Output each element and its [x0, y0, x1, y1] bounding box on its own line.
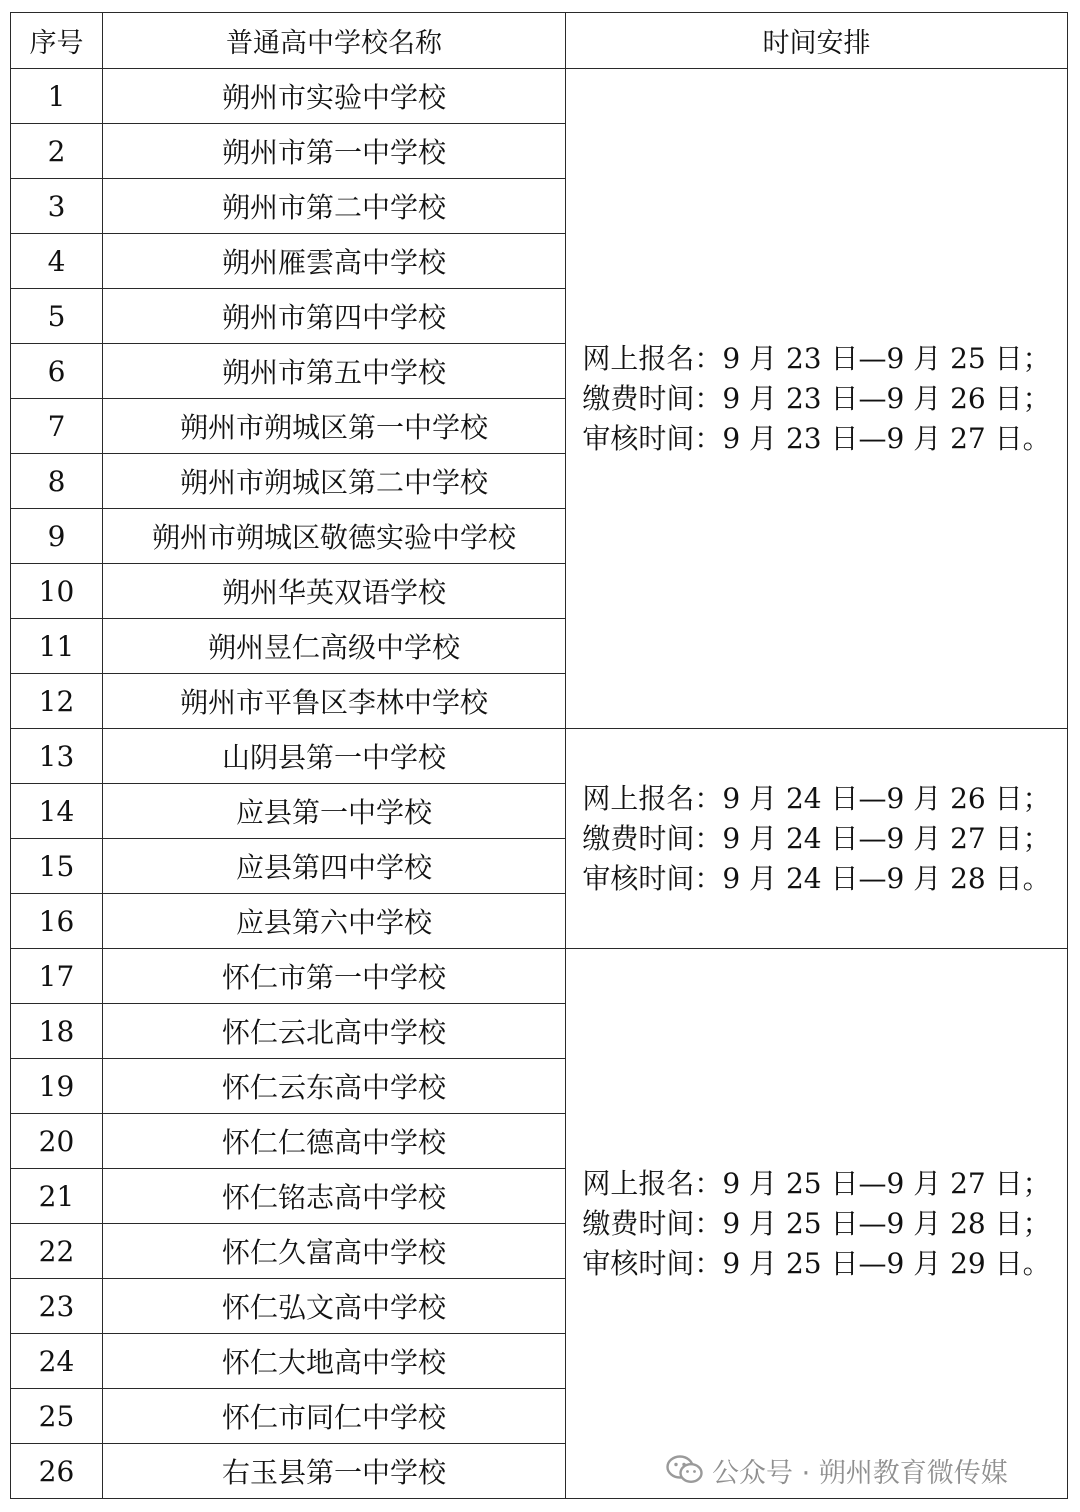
row-index: 22 — [11, 1224, 103, 1279]
schedule-cell-group-2 — [566, 729, 1068, 949]
row-index: 12 — [11, 674, 103, 729]
school-name: 朔州市实验中学校 — [103, 69, 566, 124]
table-row — [11, 729, 1068, 784]
row-index: 10 — [11, 564, 103, 619]
school-name: 朔州市平鲁区李林中学校 — [103, 674, 566, 729]
row-index: 14 — [11, 784, 103, 839]
row-index: 19 — [11, 1059, 103, 1114]
row-index: 23 — [11, 1279, 103, 1334]
header-schedule: 时间安排 — [566, 13, 1068, 69]
table-header-row — [11, 13, 1068, 69]
school-name: 朔州市朔城区第一中学校 — [103, 399, 566, 454]
school-name: 怀仁云北高中学校 — [103, 1004, 566, 1059]
schedule-cell-group-3 — [566, 949, 1068, 1499]
schedule-registration: 网上报名：9 月 25 日—9 月 27 日； — [582, 1166, 1051, 1200]
schedule-review: 审核时间：9 月 25 日—9 月 29 日。 — [582, 1246, 1051, 1280]
school-name: 怀仁市同仁中学校 — [103, 1389, 566, 1444]
row-index: 20 — [11, 1114, 103, 1169]
school-name: 怀仁市第一中学校 — [103, 949, 566, 1004]
school-name: 怀仁仁德高中学校 — [103, 1114, 566, 1169]
school-name: 朔州市第五中学校 — [103, 344, 566, 399]
school-name: 应县第六中学校 — [103, 894, 566, 949]
row-index: 4 — [11, 234, 103, 289]
school-schedule-table — [10, 12, 1068, 1499]
table-row — [11, 69, 1068, 124]
row-index: 21 — [11, 1169, 103, 1224]
row-index: 17 — [11, 949, 103, 1004]
school-name: 山阴县第一中学校 — [103, 729, 566, 784]
schedule-registration: 网上报名：9 月 24 日—9 月 26 日； — [582, 781, 1051, 815]
school-name: 怀仁弘文高中学校 — [103, 1279, 566, 1334]
table-row — [11, 949, 1068, 1004]
row-index: 25 — [11, 1389, 103, 1444]
school-name: 朔州市第四中学校 — [103, 289, 566, 344]
school-name: 朔州市朔城区敬德实验中学校 — [103, 509, 566, 564]
row-index: 6 — [11, 344, 103, 399]
row-index: 8 — [11, 454, 103, 509]
school-name: 怀仁久富高中学校 — [103, 1224, 566, 1279]
school-name: 右玉县第一中学校 — [103, 1444, 566, 1499]
school-name: 朔州雁雲高中学校 — [103, 234, 566, 289]
row-index: 9 — [11, 509, 103, 564]
row-index: 26 — [11, 1444, 103, 1499]
schedule-review: 审核时间：9 月 24 日—9 月 28 日。 — [582, 861, 1051, 895]
row-index: 24 — [11, 1334, 103, 1389]
row-index: 16 — [11, 894, 103, 949]
school-name: 朔州市第一中学校 — [103, 124, 566, 179]
header-index: 序号 — [11, 13, 103, 69]
row-index: 2 — [11, 124, 103, 179]
row-index: 18 — [11, 1004, 103, 1059]
watermark-text: 公众号 · 朔州教育微传媒 — [712, 1457, 1008, 1489]
row-index: 11 — [11, 619, 103, 674]
school-name: 怀仁大地高中学校 — [103, 1334, 566, 1389]
schedule-cell-group-1 — [566, 69, 1068, 729]
row-index: 7 — [11, 399, 103, 454]
row-index: 15 — [11, 839, 103, 894]
schedule-registration: 网上报名：9 月 23 日—9 月 25 日； — [582, 341, 1051, 375]
row-index: 1 — [11, 69, 103, 124]
schedule-payment: 缴费时间：9 月 25 日—9 月 28 日； — [582, 1206, 1051, 1240]
school-name: 怀仁云东高中学校 — [103, 1059, 566, 1114]
row-index: 3 — [11, 179, 103, 234]
schedule-payment: 缴费时间：9 月 23 日—9 月 26 日； — [582, 381, 1051, 415]
schedule-payment: 缴费时间：9 月 24 日—9 月 27 日； — [582, 821, 1051, 855]
row-index: 13 — [11, 729, 103, 784]
wechat-icon — [666, 1454, 704, 1486]
school-name: 应县第四中学校 — [103, 839, 566, 894]
row-index: 5 — [11, 289, 103, 344]
school-name: 朔州市朔城区第二中学校 — [103, 454, 566, 509]
school-name: 朔州昱仁高级中学校 — [103, 619, 566, 674]
header-school-name: 普通高中学校名称 — [103, 13, 566, 69]
school-name: 朔州市第二中学校 — [103, 179, 566, 234]
school-name: 朔州华英双语学校 — [103, 564, 566, 619]
schedule-review: 审核时间：9 月 23 日—9 月 27 日。 — [582, 421, 1051, 455]
school-name: 怀仁铭志高中学校 — [103, 1169, 566, 1224]
school-name: 应县第一中学校 — [103, 784, 566, 839]
wechat-watermark — [666, 1448, 1012, 1492]
